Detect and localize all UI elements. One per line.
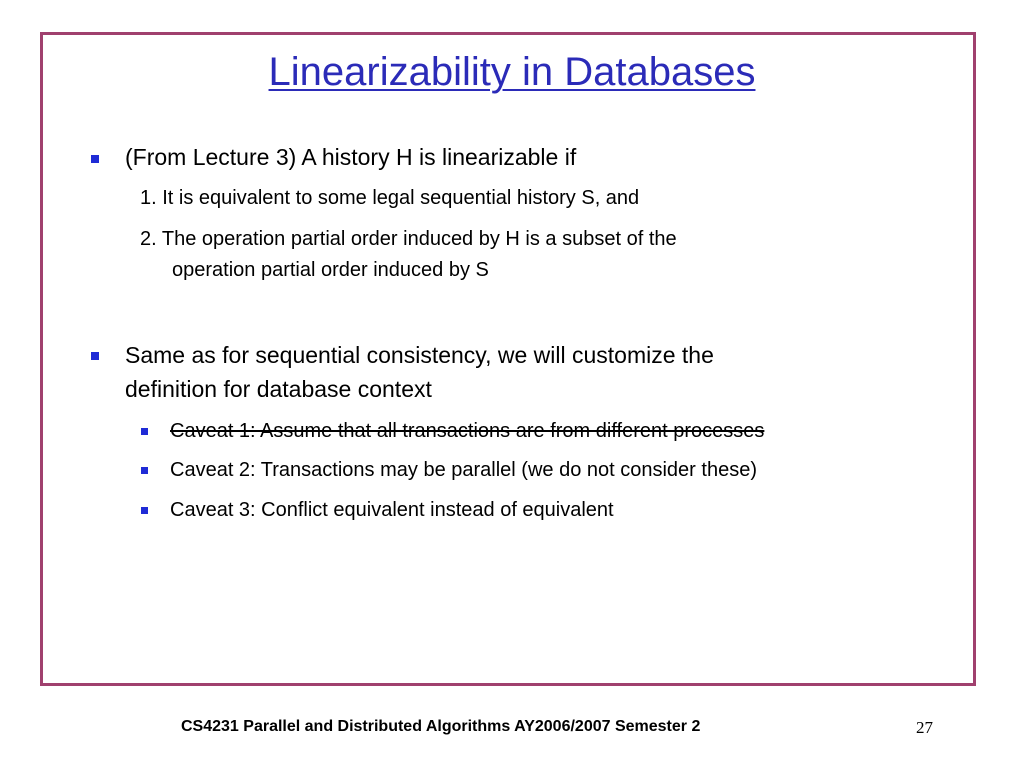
- caveat-2: Caveat 2: Transactions may be parallel (we do not consider these): [170, 459, 757, 481]
- page-number: 27: [916, 718, 933, 737]
- caveat-3: Caveat 3: Conflict equivalent instead of equivalent: [170, 499, 614, 521]
- bullet-square-icon: [91, 352, 99, 360]
- sub-bullet-square-icon: [141, 428, 148, 435]
- bullet-1-item-2-continued: operation partial order induced by S: [172, 259, 489, 281]
- footer-course-text: CS4231 Parallel and Distributed Algorithms AY2006/2007 Semester 2: [181, 718, 701, 735]
- bullet-1-item-1: 1. It is equivalent to some legal sequential history S, and: [140, 187, 640, 209]
- caveat-1: Caveat 1: Assume that all transactions are from different processes: [170, 420, 765, 442]
- bullet-2-text-line-2: definition for database context: [125, 376, 432, 402]
- bullet-1-item-2: 2. The operation partial order induced by H is a subset of the: [140, 228, 677, 250]
- bullet-square-icon: [91, 155, 99, 163]
- bullet-1-text: (From Lecture 3) A history H is linearizable if: [125, 144, 577, 170]
- bullet-2-text-line-1: Same as for sequential consistency, we will customize the: [125, 342, 714, 368]
- sub-bullet-square-icon: [141, 507, 148, 514]
- slide-title: Linearizability in Databases: [268, 50, 756, 94]
- sub-bullet-square-icon: [141, 467, 148, 474]
